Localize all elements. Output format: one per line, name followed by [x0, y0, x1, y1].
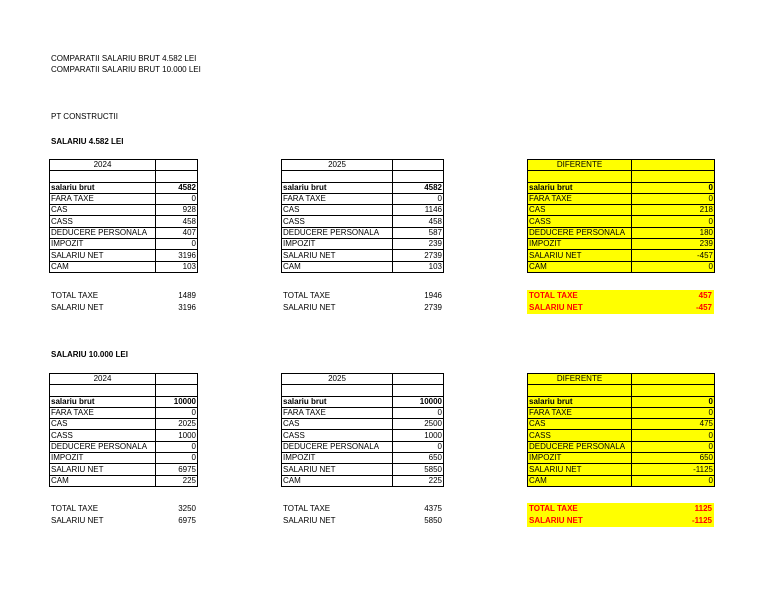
- row-value: 0: [156, 453, 198, 464]
- table-header-year: 2025: [282, 374, 393, 385]
- row-value: 225: [393, 475, 444, 486]
- table-row: [528, 182, 715, 193]
- s1-totals-2024: [51, 290, 196, 314]
- s1-table-2025: [281, 159, 444, 273]
- doc-title-line-2: COMPARATII SALARIU BRUT 10.000 LEI: [51, 65, 201, 74]
- table-row: [282, 239, 444, 250]
- row-label: FARA TAXE: [50, 193, 156, 204]
- row-label: CAS: [282, 205, 393, 216]
- row-label: SALARIU NET: [282, 250, 393, 261]
- row-label: DEDUCERE PERSONALA: [528, 227, 632, 238]
- table-row: [528, 453, 715, 464]
- table-row: [50, 441, 198, 452]
- row-value: 225: [156, 475, 198, 486]
- table-row: [282, 396, 444, 407]
- row-label: salariu brut: [50, 396, 156, 407]
- row-value: 0: [632, 407, 715, 418]
- row-label: SALARIU NET: [50, 250, 156, 261]
- table-row: [528, 261, 715, 272]
- row-value: 10000: [393, 396, 444, 407]
- table-header-year: 2024: [50, 374, 156, 385]
- row-label: IMPOZIT: [50, 239, 156, 250]
- row-label: CASS: [50, 216, 156, 227]
- s2-table-diferente: [527, 373, 715, 487]
- row-label: CASS: [528, 216, 632, 227]
- row-label: CAM: [282, 475, 393, 486]
- row-label: IMPOZIT: [528, 239, 632, 250]
- table-row: [282, 441, 444, 452]
- table-header-diferente: DIFERENTE: [528, 160, 632, 171]
- table-row: [50, 216, 198, 227]
- s2-table-2024: [49, 373, 198, 487]
- table-row: [50, 453, 198, 464]
- row-label: CAM: [282, 261, 393, 272]
- row-value: 10000: [156, 396, 198, 407]
- total-label: SALARIU NET: [51, 303, 104, 312]
- table-row: [528, 193, 715, 204]
- row-label: salariu brut: [282, 182, 393, 193]
- table-row: [528, 250, 715, 261]
- row-value: 928: [156, 205, 198, 216]
- total-label: SALARIU NET: [51, 516, 104, 525]
- row-value: 0: [632, 216, 715, 227]
- row-value: 0: [393, 407, 444, 418]
- row-value: 0: [156, 193, 198, 204]
- doc-title-line-1: COMPARATII SALARIU BRUT 4.582 LEI: [51, 54, 197, 63]
- table-row: [528, 239, 715, 250]
- table-row: [282, 261, 444, 272]
- row-label: CAM: [528, 261, 632, 272]
- table-row: [282, 475, 444, 486]
- row-value: 4582: [156, 182, 198, 193]
- row-value: -457: [632, 250, 715, 261]
- row-value: 218: [632, 205, 715, 216]
- s2-totals-2024: [51, 503, 196, 527]
- s2-totals-2025: [283, 503, 442, 527]
- table-row: [50, 396, 198, 407]
- s1-table-diferente: [527, 159, 715, 273]
- row-label: CAM: [50, 261, 156, 272]
- table-row: [282, 182, 444, 193]
- total-label: TOTAL TAXE: [283, 504, 331, 513]
- table-row: [50, 227, 198, 238]
- total-label: TOTAL TAXE: [51, 291, 99, 300]
- table-row: [282, 464, 444, 475]
- table-row: [282, 193, 444, 204]
- table-header-diferente: DIFERENTE: [528, 374, 632, 385]
- table-row: [282, 430, 444, 441]
- table-row: [528, 430, 715, 441]
- row-label: CAM: [528, 475, 632, 486]
- row-label: FARA TAXE: [50, 407, 156, 418]
- table-row: [528, 475, 715, 486]
- total-label: SALARIU NET: [283, 303, 336, 312]
- row-value: 0: [393, 193, 444, 204]
- row-value: 103: [156, 261, 198, 272]
- row-value: 4582: [393, 182, 444, 193]
- row-label: SALARIU NET: [50, 464, 156, 475]
- row-value: 650: [632, 453, 715, 464]
- row-value: 0: [156, 407, 198, 418]
- total-value: 5850: [424, 516, 442, 525]
- table-row: [528, 396, 715, 407]
- section-label: PT CONSTRUCTII: [51, 112, 118, 121]
- table-row: [282, 216, 444, 227]
- total-value: 1946: [424, 291, 442, 300]
- row-value: 0: [632, 193, 715, 204]
- table-row: [50, 193, 198, 204]
- total-value: -457: [695, 303, 712, 312]
- row-value: 0: [632, 475, 715, 486]
- row-value: 1000: [393, 430, 444, 441]
- total-value: 2739: [424, 303, 442, 312]
- row-label: CASS: [282, 216, 393, 227]
- table-row: [50, 464, 198, 475]
- row-value: 0: [632, 261, 715, 272]
- row-value: 2025: [156, 419, 198, 430]
- total-value: 4375: [424, 504, 442, 513]
- row-value: 0: [156, 239, 198, 250]
- row-label: CAS: [50, 205, 156, 216]
- row-value: 103: [393, 261, 444, 272]
- row-value: 2500: [393, 419, 444, 430]
- row-label: CASS: [50, 430, 156, 441]
- table-row: [50, 250, 198, 261]
- table-row: [282, 205, 444, 216]
- row-label: salariu brut: [528, 396, 632, 407]
- row-label: IMPOZIT: [282, 239, 393, 250]
- row-value: -1125: [632, 464, 715, 475]
- row-label: CASS: [528, 430, 632, 441]
- total-value: 1489: [178, 291, 196, 300]
- table-row: [282, 227, 444, 238]
- row-label: salariu brut: [282, 396, 393, 407]
- table-header-year: 2025: [282, 160, 393, 171]
- row-value: 239: [632, 239, 715, 250]
- total-label: SALARIU NET: [529, 303, 583, 312]
- row-value: 2739: [393, 250, 444, 261]
- s1-totals-2025: [283, 290, 442, 314]
- table-row: [50, 430, 198, 441]
- row-value: 3196: [156, 250, 198, 261]
- table-row: [50, 407, 198, 418]
- section-1-title: SALARIU 4.582 LEI: [51, 137, 124, 146]
- row-label: salariu brut: [528, 182, 632, 193]
- table-row: [528, 441, 715, 452]
- table-header-year: 2024: [50, 160, 156, 171]
- row-label: DEDUCERE PERSONALA: [50, 227, 156, 238]
- s1-totals-diferente: [527, 290, 714, 314]
- row-value: 475: [632, 419, 715, 430]
- table-row: [50, 475, 198, 486]
- row-value: 0: [632, 430, 715, 441]
- row-value: 1146: [393, 205, 444, 216]
- row-value: 180: [632, 227, 715, 238]
- row-label: DEDUCERE PERSONALA: [528, 441, 632, 452]
- row-label: SALARIU NET: [528, 250, 632, 261]
- row-label: CAS: [528, 205, 632, 216]
- total-value: 3250: [178, 504, 196, 513]
- row-label: IMPOZIT: [50, 453, 156, 464]
- s1-table-2024: [49, 159, 198, 273]
- total-label: TOTAL TAXE: [529, 504, 578, 513]
- table-row: [528, 205, 715, 216]
- total-label: TOTAL TAXE: [529, 291, 578, 300]
- row-value: 5850: [393, 464, 444, 475]
- total-value: -1125: [691, 516, 712, 525]
- s2-totals-diferente: [527, 503, 714, 527]
- total-value: 3196: [178, 303, 196, 312]
- table-row: [282, 419, 444, 430]
- total-value: 6975: [178, 516, 196, 525]
- total-label: SALARIU NET: [283, 516, 336, 525]
- row-value: 0: [156, 441, 198, 452]
- table-row: [50, 261, 198, 272]
- s2-table-2025: [281, 373, 444, 487]
- row-label: salariu brut: [50, 182, 156, 193]
- table-row: [282, 407, 444, 418]
- row-label: FARA TAXE: [528, 193, 632, 204]
- table-row: [528, 216, 715, 227]
- table-row: [528, 464, 715, 475]
- row-value: 0: [632, 396, 715, 407]
- row-label: DEDUCERE PERSONALA: [50, 441, 156, 452]
- row-label: FARA TAXE: [282, 193, 393, 204]
- row-value: 0: [632, 441, 715, 452]
- row-value: 458: [393, 216, 444, 227]
- row-label: FARA TAXE: [528, 407, 632, 418]
- table-row: [50, 239, 198, 250]
- row-label: SALARIU NET: [282, 464, 393, 475]
- row-value: 650: [393, 453, 444, 464]
- row-label: DEDUCERE PERSONALA: [282, 441, 393, 452]
- row-value: 407: [156, 227, 198, 238]
- table-row: [282, 453, 444, 464]
- row-value: 587: [393, 227, 444, 238]
- row-value: 0: [632, 182, 715, 193]
- row-value: 239: [393, 239, 444, 250]
- row-value: 458: [156, 216, 198, 227]
- row-label: SALARIU NET: [528, 464, 632, 475]
- row-label: CASS: [282, 430, 393, 441]
- row-label: CAS: [282, 419, 393, 430]
- table-row: [282, 250, 444, 261]
- total-label: TOTAL TAXE: [283, 291, 331, 300]
- table-row: [50, 182, 198, 193]
- row-label: CAM: [50, 475, 156, 486]
- total-value: 457: [698, 291, 712, 300]
- row-label: IMPOZIT: [528, 453, 632, 464]
- row-label: IMPOZIT: [282, 453, 393, 464]
- row-label: CAS: [528, 419, 632, 430]
- table-row: [528, 227, 715, 238]
- table-row: [50, 419, 198, 430]
- total-value: 1125: [694, 504, 712, 513]
- table-row: [528, 419, 715, 430]
- row-label: DEDUCERE PERSONALA: [282, 227, 393, 238]
- table-row: [50, 205, 198, 216]
- section-2-title: SALARIU 10.000 LEI: [51, 350, 128, 359]
- row-value: 0: [393, 441, 444, 452]
- row-label: FARA TAXE: [282, 407, 393, 418]
- row-value: 1000: [156, 430, 198, 441]
- total-label: TOTAL TAXE: [51, 504, 99, 513]
- row-value: 6975: [156, 464, 198, 475]
- row-label: CAS: [50, 419, 156, 430]
- table-row: [528, 407, 715, 418]
- total-label: SALARIU NET: [529, 516, 583, 525]
